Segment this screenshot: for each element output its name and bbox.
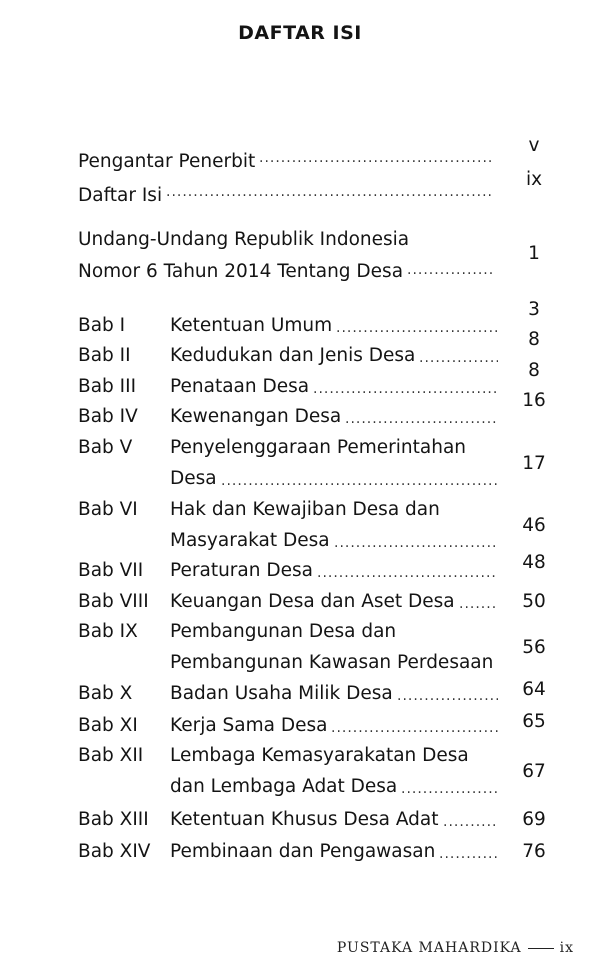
entry-title: Lembaga Kemasyarakatan Desa bbox=[170, 745, 469, 766]
leader-dots bbox=[336, 314, 498, 342]
leader-dots bbox=[259, 144, 494, 172]
page-number: v bbox=[528, 135, 540, 156]
page-number: 69 bbox=[522, 809, 546, 830]
toc-entry bbox=[0, 588, 600, 619]
toc-entry bbox=[0, 496, 600, 558]
leader-dots bbox=[166, 178, 494, 206]
leader-dots bbox=[397, 682, 498, 710]
chapter-number: Bab XIV bbox=[78, 841, 151, 862]
chapter-number: Bab XIII bbox=[78, 809, 149, 830]
page-number: ix bbox=[525, 169, 543, 190]
chapter-number: Bab XII bbox=[78, 745, 144, 766]
chapter-number: Bab VII bbox=[78, 560, 144, 581]
chapter-number: Bab I bbox=[78, 315, 126, 336]
chapter-number: Bab V bbox=[78, 437, 133, 458]
entry-title: Hak dan Kewajiban Desa dan bbox=[170, 499, 440, 520]
footer-dash bbox=[528, 948, 554, 949]
publisher-name: PUSTAKA MAHARDIKA bbox=[336, 940, 522, 956]
entry-title: Kewenangan Desa bbox=[170, 406, 342, 427]
page-number: 67 bbox=[522, 761, 546, 782]
leader-dots bbox=[345, 405, 498, 433]
entry-title: Masyarakat Desa bbox=[170, 530, 330, 551]
leader-dots bbox=[439, 840, 498, 868]
toc-entry bbox=[0, 680, 600, 711]
entry-title: Ketentuan Khusus Desa Adat bbox=[170, 809, 439, 830]
page-number: 48 bbox=[522, 552, 546, 573]
entry-title: Pembangunan Kawasan Perdesaan bbox=[170, 652, 494, 673]
entry-title: Pengantar Penerbit bbox=[78, 151, 256, 172]
page-number: 64 bbox=[522, 679, 546, 700]
toc-entry bbox=[0, 360, 600, 404]
chapter-number: Bab IV bbox=[78, 406, 138, 427]
toc-entry bbox=[0, 552, 600, 588]
toc-entry-uu bbox=[0, 226, 600, 288]
leader-dots bbox=[334, 529, 498, 557]
toc-entry bbox=[0, 742, 600, 804]
toc-entry bbox=[0, 806, 600, 837]
page-number: 65 bbox=[522, 711, 546, 732]
toc-entry bbox=[0, 390, 600, 434]
leader-dots bbox=[331, 714, 498, 742]
toc-entry bbox=[0, 299, 600, 343]
toc-entry bbox=[0, 712, 600, 743]
page-number: 56 bbox=[522, 637, 546, 658]
page-number: 16 bbox=[522, 390, 546, 411]
toc-entry bbox=[0, 434, 600, 496]
leader-dots bbox=[401, 775, 498, 803]
leader-dots bbox=[221, 467, 498, 495]
chapter-number: Bab II bbox=[78, 345, 131, 366]
footer-page-number: ix bbox=[559, 940, 574, 956]
page-number: 1 bbox=[528, 243, 540, 264]
leader-dots bbox=[407, 256, 494, 284]
chapter-number: Bab XI bbox=[78, 715, 138, 736]
entry-title: Pembangunan Desa dan bbox=[170, 621, 397, 642]
toc-entry bbox=[0, 618, 600, 680]
entry-title: Kedudukan dan Jenis Desa bbox=[170, 345, 416, 366]
entry-title: Peraturan Desa bbox=[170, 560, 313, 581]
entry-title: Ketentuan Umum bbox=[170, 315, 333, 336]
leader-dots bbox=[317, 559, 498, 587]
entry-title: dan Lembaga Adat Desa bbox=[170, 776, 398, 797]
toc-entry bbox=[0, 135, 600, 179]
chapter-number: Bab IX bbox=[78, 621, 138, 642]
leader-dots bbox=[443, 808, 498, 836]
entry-title: Daftar Isi bbox=[78, 185, 163, 206]
chapter-number: Bab III bbox=[78, 376, 137, 397]
leader-dots bbox=[497, 651, 498, 679]
page-number: 50 bbox=[522, 591, 546, 612]
page-number: 17 bbox=[522, 453, 546, 474]
page-number: 76 bbox=[522, 841, 546, 862]
entry-title: Penyelenggaraan Pemerintahan bbox=[170, 437, 467, 458]
leader-dots bbox=[459, 590, 498, 618]
chapter-number: Bab X bbox=[78, 683, 133, 704]
chapter-number: Bab VIII bbox=[78, 591, 149, 612]
entry-title: Desa bbox=[170, 468, 217, 489]
page-number: 46 bbox=[522, 515, 546, 536]
entry-title: Pembinaan dan Pengawasan bbox=[170, 841, 436, 862]
toc-entry bbox=[0, 329, 600, 373]
leader-dots bbox=[313, 375, 498, 403]
leader-dots bbox=[419, 344, 498, 372]
page-footer bbox=[337, 940, 574, 956]
entry-title: Badan Usaha Milik Desa bbox=[170, 683, 393, 704]
entry-title: Nomor 6 Tahun 2014 Tentang Desa bbox=[78, 261, 404, 282]
entry-title: Keuangan Desa dan Aset Desa bbox=[170, 591, 455, 612]
page-number: 8 bbox=[528, 360, 540, 381]
toc-entry bbox=[0, 169, 600, 213]
page-number: 8 bbox=[528, 329, 540, 350]
entry-title: Undang-Undang Republik Indonesia bbox=[78, 229, 410, 250]
entry-title: Penataan Desa bbox=[170, 376, 310, 397]
page-number: 3 bbox=[528, 299, 540, 320]
entry-title: Kerja Sama Desa bbox=[170, 715, 328, 736]
page-title: DAFTAR ISI bbox=[238, 22, 362, 44]
chapter-number: Bab VI bbox=[78, 499, 138, 520]
toc-entry bbox=[0, 838, 600, 869]
